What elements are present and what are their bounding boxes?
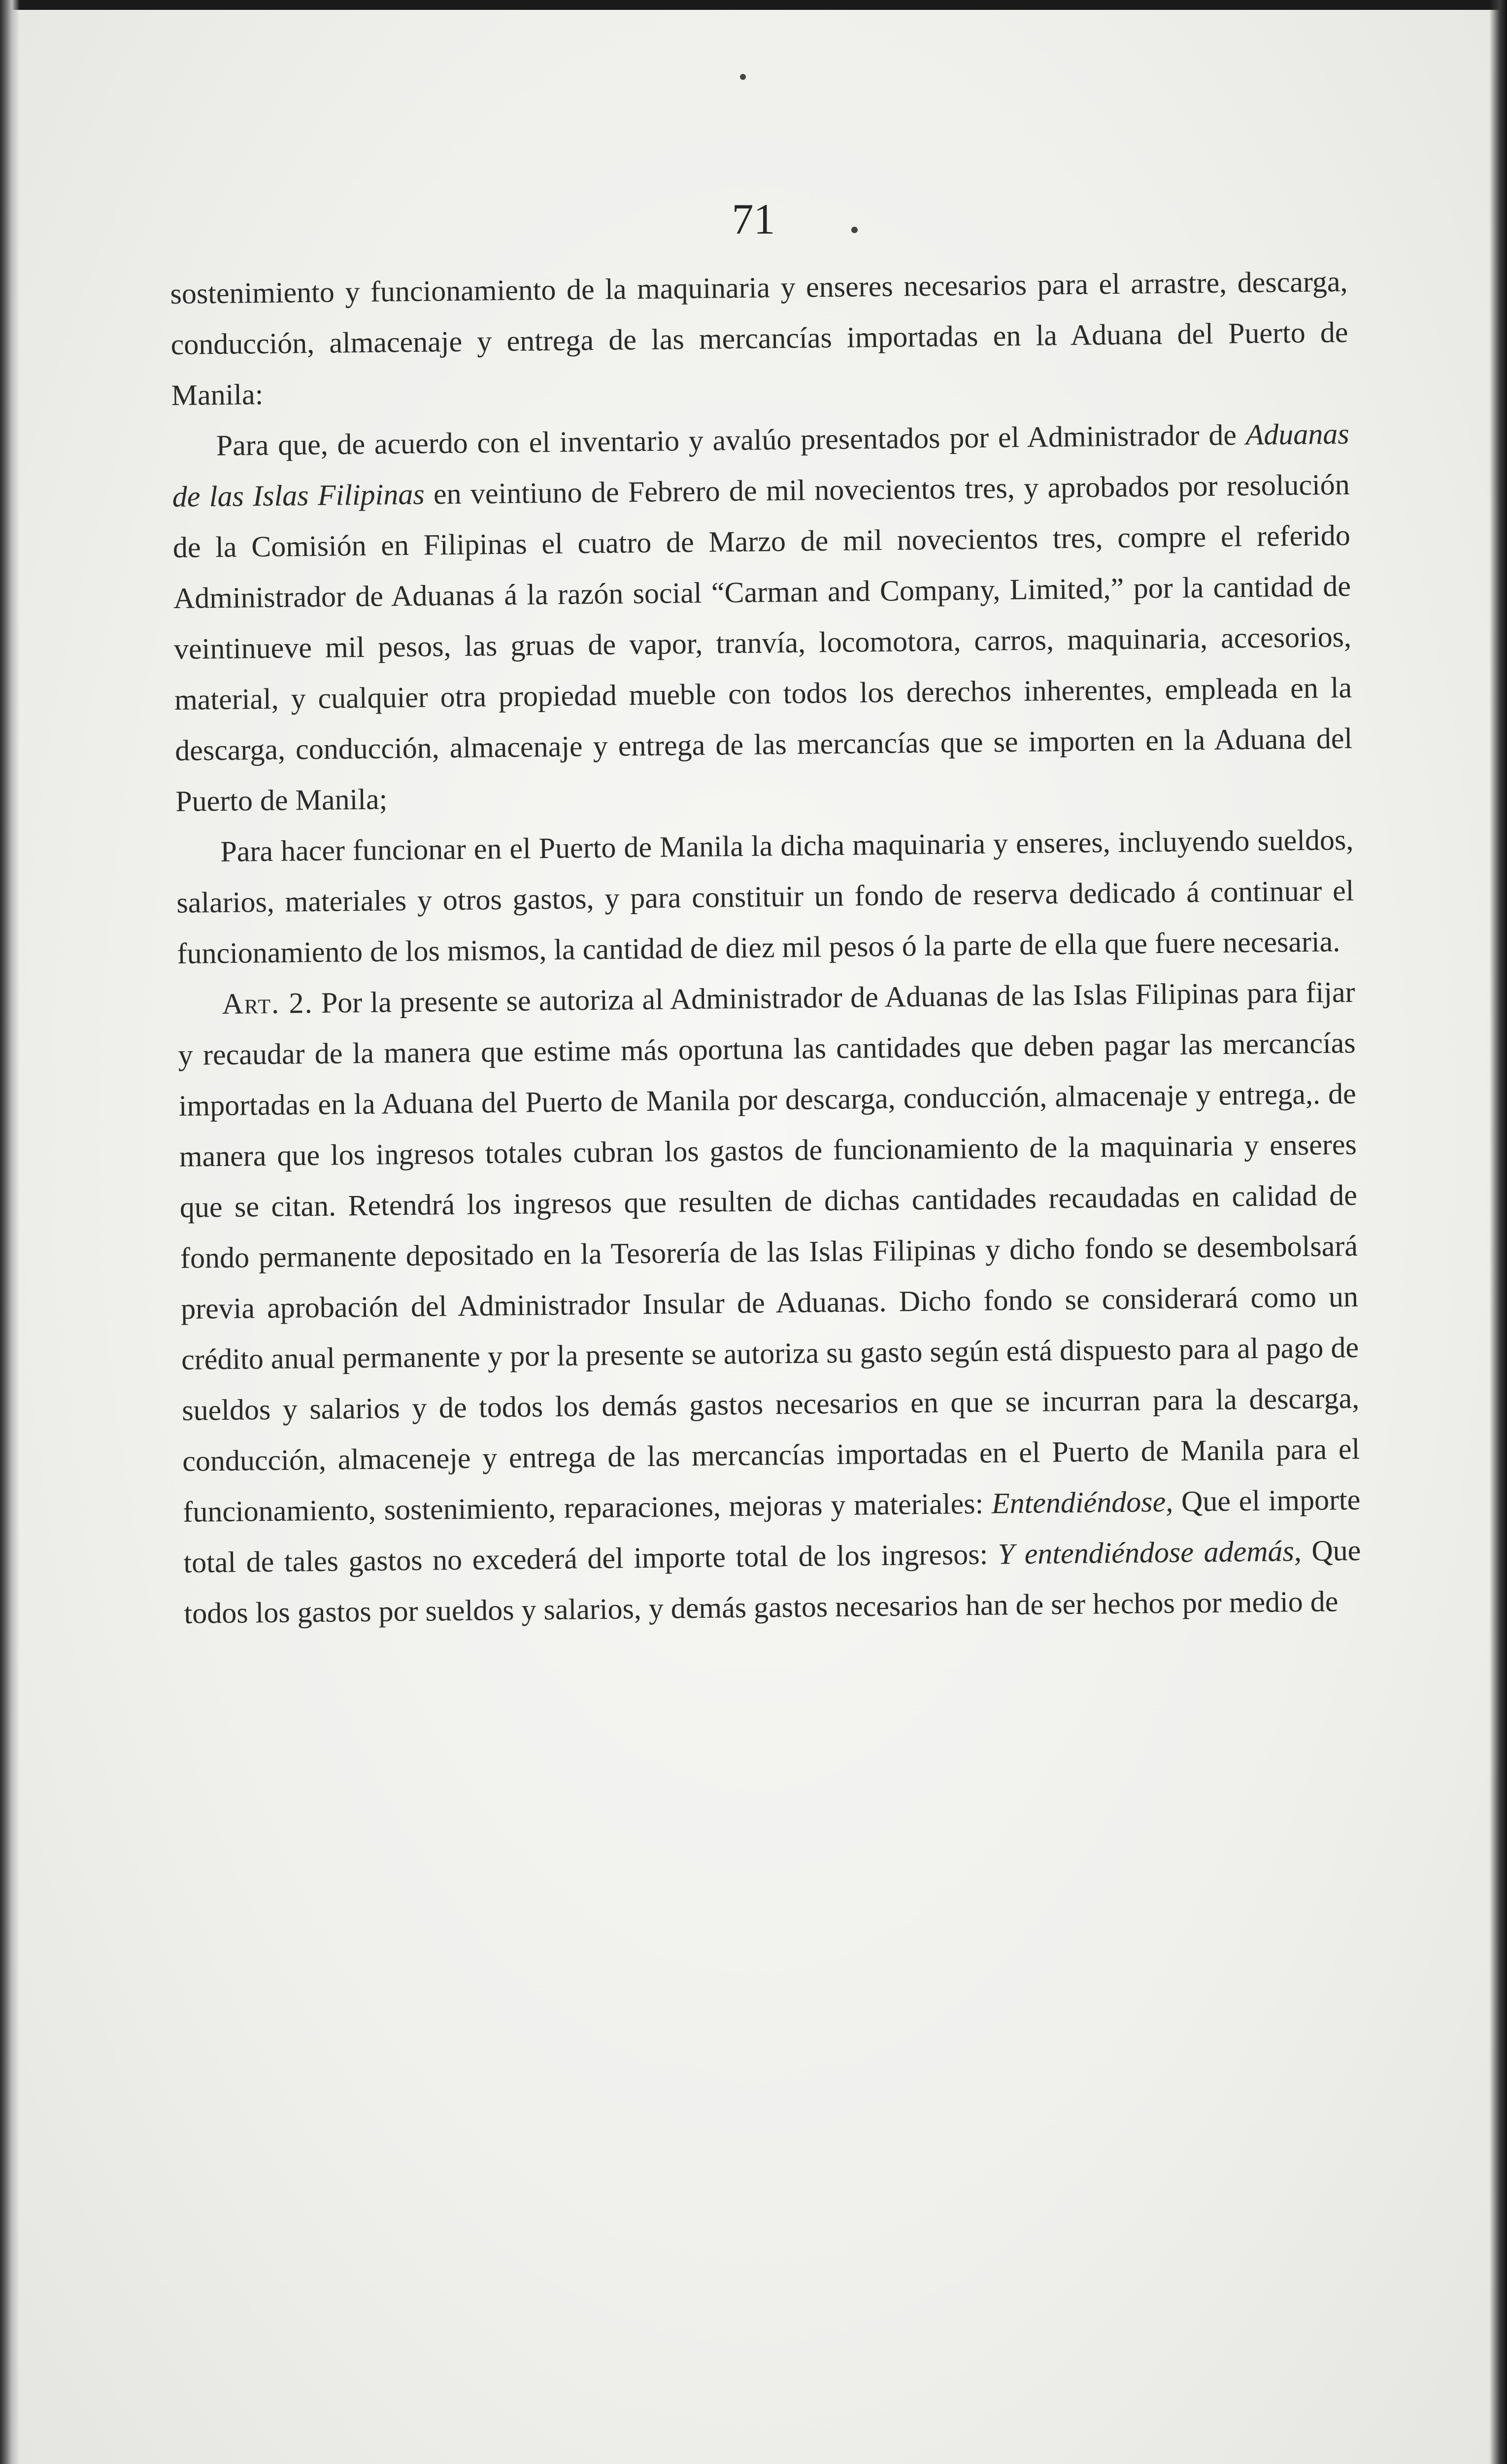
paragraph — [171, 409, 1353, 827]
book-binding-shadow — [0, 0, 20, 2464]
page-number: 71 — [732, 196, 775, 243]
italic-text: Y entendiéndose además, — [998, 1535, 1302, 1571]
text-run: Por la presente se autoriza al Administrador de Aduanas de las Islas Filipinas para fijar y recaudar de la manera que estime más oportuna las cantidades que deben pagar las mercancías importadas en la Aduana del Puerto de Manila por descarga, conducción, almacenaje y entrega,. de manera que los ingresos totales cubran los gastos de funcionamiento de la maquinaria y enseres que se citan. Retendrá los ingresos que resulten de dichas cantidades recaudadas en calidad de fondo permanente depositado en la Tesorería de las Islas Filipinas y dicho fondo se desembolsará previa aprobación del Administrador Insular de Aduanas. Dicho fondo se considerará como un crédito anual permanente y por la presente se autoriza su gasto según está dispuesto para al pago de sueldos y salarios y de todos los demás gastos necesarios en que se incurran para la descarga, conducción, almaceneje y entrega de las mercancías importadas en el Puerto de Manila para el funcionamiento, sostenimiento, reparaciones, mejoras y materiales: — [178, 975, 1360, 1528]
paragraph — [170, 256, 1349, 421]
scan-right-border — [1489, 0, 1507, 2464]
article-label: Art. 2. — [222, 987, 313, 1020]
paragraph — [177, 967, 1362, 1639]
paragraph — [176, 815, 1355, 979]
body-text — [170, 256, 1362, 1639]
text-run: Que todos los gastos por sueldos y salarios, y demás gastos necesarios han de ser hechos por medio de — [184, 1534, 1361, 1630]
speck-mark — [740, 74, 746, 80]
text-run: en veintiuno de Febrero de mil novecientos tres, y aprobados por resolución de la Comisión en Filipinas el cuatro de Marzo de mil novecientos tres, compre el referido Administrador de Aduanas á la razón social “Carman and Company, Limited,” por la cantidad de veintinueve mil pesos, las gruas de vapor, tranvía, locomotora, carros, maquinaria, accesorios, material, y cualquier otra propiedad mueble con todos los derechos inherentes, empleada en la descarga, conducción, almacenaje y entrega de las mercancías que se importen en la Aduana del Puerto de Manila; — [172, 468, 1353, 818]
scan-top-border — [0, 0, 1507, 10]
text-run: sostenimiento y funcionamiento de la maquinaria y enseres necesarios para el arrastre, descarga, conducción, almacenaje y entrega de las mercancías importadas en la Aduana del Puerto de Manila: — [170, 265, 1348, 411]
italic-text: Aduanas de las Islas Filipinas — [172, 417, 1349, 513]
italic-text: Entendiéndose, — [991, 1485, 1173, 1520]
text-run: Que el importe total de tales gastos no excederá del importe total de los ingresos: — [183, 1483, 1361, 1579]
text-run: Para que, de acuerdo con el inventario y avalúo presentados por el Administrador de — [216, 418, 1246, 462]
text-run: Para hacer funcionar en el Puerto de Manila la dicha maquinaria y enseres, incluyendo sueldos, salarios, materiales y otros gastos, y para constituir un fondo de reserva dedicado á continuar el funcionamiento de los mismos, la cantidad de diez mil pesos ó la parte de ella que fuere necesaria. — [176, 823, 1354, 970]
